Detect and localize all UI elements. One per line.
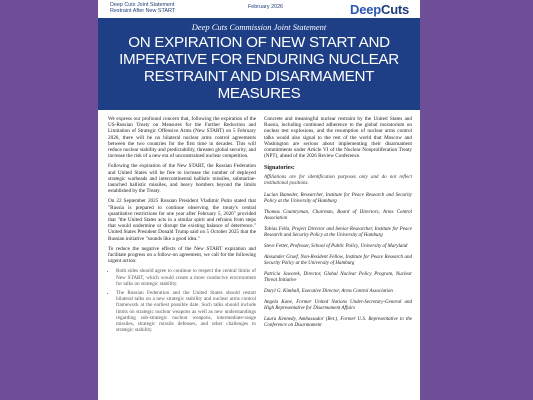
- document-page: [98, 0, 420, 400]
- paragraph: Following the expiration of the New START, the Russian Federation and United States will be free to increase the number of deployed strategic warheads and intercontinental ballistic missiles, submarine-launched ballistic missiles, and heavy bombers beyond the limits established by the Treaty.: [108, 163, 256, 195]
- signatory: Steve Fetter, Professor, School of Public Policy, University of Maryland: [264, 244, 408, 250]
- signatory: Angela Kane, Former United Nations Under-Secretary-General and High Representative for Disarmament Affairs: [264, 300, 412, 312]
- list-item: • The Russian Federation and the United States should restart bilateral talks on a new strategic stability and nuclear arms control framework at the earliest possible date. Such talks should include limits on strategic nuclear weapons as well as new understandings regarding sub-strategic nuclear weapons, intermediate-range missiles, strategic missile defenses, and other challenges to strategic stability.: [116, 290, 256, 333]
- signatories-heading: Signatories:: [264, 165, 295, 172]
- paragraph: On 22 September 2025 Russian President Vladimir Putin stated that "Russia is prepared to continue observing the treaty's central quantitative restrictions for one year after February 5, 2026" provided that "the United States acts in a similar spirit and refrains from steps that would undermine or disrupt the existing balance of deterrence." United States President Donald Trump said on 5 October 2025 that the Russian initiative "sounds like a good idea.": [108, 198, 256, 242]
- deep-cuts-logo: [350, 2, 409, 17]
- left-column: [108, 116, 256, 337]
- right-column: [264, 116, 412, 334]
- action-list: [116, 268, 256, 333]
- paragraph: To reduce the negative effects of the New START expiration and facilitate progress on a follow-on agreement, we call for the following urgent action:: [108, 245, 256, 265]
- header-statement-label: [110, 2, 180, 15]
- signatory: Daryl G. Kimball, Executive Director, Arms Control Association: [264, 289, 393, 295]
- signatory: Alexander Graef, Non-Resident Fellow, Institute for Peace Research and Security Policy at the University of Hamburg: [264, 255, 412, 267]
- logo-text-cuts: Cuts: [381, 2, 410, 17]
- paragraph: Concrete and meaningful nuclear restraint by the United States and Russia, including continued adherence to the global moratorium on nuclear test explosions, and the resumption of nuclear arms control talks would also signal to the rest of the world that Moscow and Washington are serious about implementing their disarmament commitments under Article VI of the Nuclear Nonproliferation Treaty (NPT), ahead of the 2026 Review Conference.: [264, 116, 412, 160]
- header-line-1: Deep Cuts Joint Statement: [110, 2, 175, 8]
- affiliation-note: Affiliations are for identification purposes only and do not reflect institutional positions.: [264, 174, 412, 186]
- signatory: Laura Kennedy, Ambassador (Ret.), Former U.S. Representative to the Conference on Disarmament: [264, 317, 412, 329]
- signatory: Tobias Fella, Project Director and Senior Researcher, Institute for Peace Research and Security Policy at the University of Hamburg: [264, 227, 412, 239]
- logo-text-deep: Deep: [350, 2, 381, 17]
- header-line-2: Restraint After New START: [110, 8, 176, 15]
- signatory: Lucian Bumeder, Researcher, Institute for Peace Research and Security Policy at the University of Hamburg: [264, 193, 412, 205]
- header-date: February 2026: [248, 4, 284, 10]
- list-item: • Both sides should agree to continue to respect the central limits of New START, which would create a more conducive environment for talks on strategic stability.: [116, 268, 256, 287]
- statement-title: ON EXPIRATION OF NEW START AND IMPERATIVE FOR ENDURING NUCLEAR RESTRAINT AND DISARMAMENT MEASURES: [119, 34, 399, 102]
- banner-kicker: Deep Cuts Commission Joint Statement: [191, 22, 327, 32]
- signatory: Patricia Jaworek, Director, Global Nuclear Policy Program, Nuclear Threat Initiative: [264, 272, 412, 284]
- paragraph: We express our profound concern that, following the expiration of the US-Russian Treaty on Measures for the Further Reduction and Limitation of Strategic Offensive Arms (New START) on 5 February 2026, there will be no bilateral nuclear arms control agreements between the two countries for the first time in decades. This will reduce nuclear stability and predictability, threaten global security, and increase the risk of a new era of unconstrained nuclear competition.: [108, 116, 256, 160]
- signatory: Thomas Countryman, Chairman, Board of Directors, Arms Control Association: [264, 210, 412, 222]
